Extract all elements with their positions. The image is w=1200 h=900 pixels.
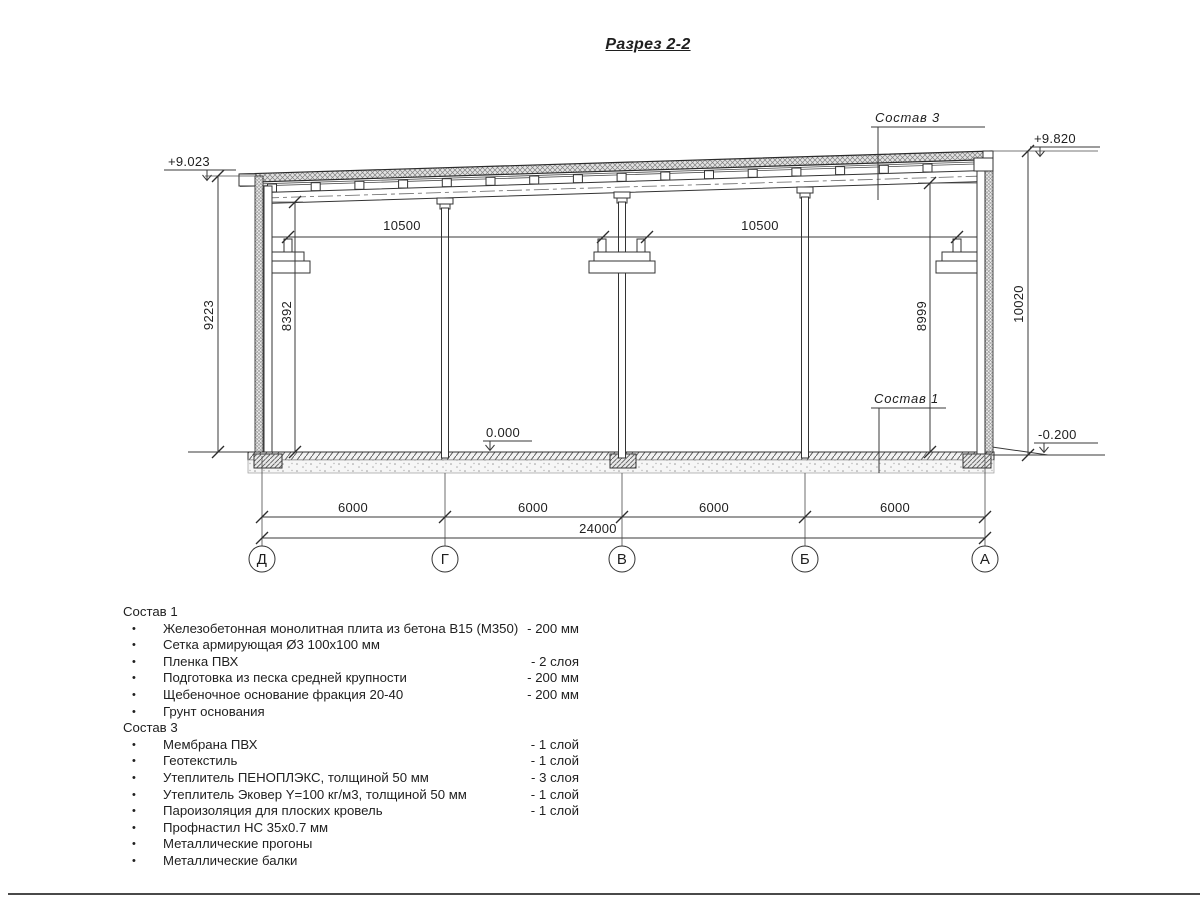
bullet-icon: • (132, 655, 136, 668)
list-item: • Утеплитель Эковер Y=100 кг/м3, толщиной 50 мм - 1 слой (123, 787, 579, 804)
list-item: • Подготовка из песка средней крупности - 200 мм (123, 670, 579, 687)
list-item: • Пароизоляция для плоских кровель - 1 слой (123, 803, 579, 820)
list-item: • Щебеночное основание фракция 20-40 - 200 мм (123, 687, 579, 704)
svg-text:Состав 1: Состав 1 (874, 391, 940, 406)
axis-bubbles (249, 546, 998, 572)
list-item: • Сетка армирующая Ø3 100х100 мм (123, 637, 579, 654)
svg-text:Состав 3: Состав 3 (875, 110, 941, 125)
list-item: • Пленка ПВХ - 2 слоя (123, 654, 579, 671)
elevation-mark-floor (483, 425, 532, 451)
list-item: • Металлические прогоны (123, 836, 579, 853)
list-item: • Утеплитель ПЕНОПЛЭКС, толщиной 50 мм - 3 слоя (123, 770, 579, 787)
sostav3-heading: Состав 3 (123, 720, 178, 736)
bullet-icon: • (132, 738, 136, 751)
bullet-icon: • (132, 755, 136, 768)
bullet-icon: • (132, 788, 136, 801)
list-item: • Грунт основания (123, 704, 579, 721)
elevation-mark-top-left (164, 154, 236, 181)
svg-text:9223: 9223 (201, 299, 216, 331)
bullet-icon: • (132, 805, 136, 818)
composition-lists (123, 604, 579, 870)
elevation-mark-top-right (1030, 131, 1100, 157)
axis-label: Б (799, 551, 811, 568)
bullet-icon: • (132, 688, 136, 701)
right-wall (974, 151, 993, 454)
axis-label: Г (440, 551, 450, 568)
bullet-icon: • (132, 672, 136, 685)
svg-text:10500: 10500 (741, 218, 779, 233)
elevation-mark-grade (1034, 427, 1098, 453)
bullet-icon: • (132, 854, 136, 867)
axis-label: В (616, 551, 628, 568)
list-item: • Мембрана ПВХ - 1 слой (123, 737, 579, 754)
sheet-border (8, 893, 1200, 895)
svg-text:6000: 6000 (337, 500, 369, 515)
bullet-icon: • (132, 821, 136, 834)
bullet-icon: • (132, 771, 136, 784)
bullet-icon: • (132, 705, 136, 718)
svg-text:+9.023: +9.023 (168, 154, 210, 169)
axis-label: Д (256, 551, 268, 568)
bullet-icon: • (132, 838, 136, 851)
svg-text:0.000: 0.000 (486, 425, 521, 440)
list-item: • Металлические балки (123, 853, 579, 870)
svg-text:8999: 8999 (914, 300, 929, 332)
svg-text:6000: 6000 (879, 500, 911, 515)
bullet-icon: • (132, 622, 136, 635)
svg-text:24000: 24000 (579, 521, 617, 536)
axis-label: А (979, 551, 991, 568)
list-item: • Железобетонная монолитная плита из бетона В15 (М350) - 200 мм (123, 621, 579, 638)
svg-text:6000: 6000 (698, 500, 730, 515)
drawing-title: Разрез 2-2 (605, 36, 691, 53)
svg-text:-0.200: -0.200 (1038, 427, 1077, 442)
sostav1-heading: Состав 1 (123, 604, 178, 619)
list-item: • Профнастил НС 35х0.7 мм (123, 820, 579, 837)
list-item: • Геотекстиль - 1 слой (123, 753, 579, 770)
svg-text:+9.820: +9.820 (1034, 131, 1076, 146)
left-wall (255, 176, 272, 452)
svg-text:10020: 10020 (1011, 285, 1026, 323)
bullet-icon: • (132, 639, 136, 652)
dimension-lines (205, 145, 1098, 546)
svg-text:10500: 10500 (383, 218, 421, 233)
svg-text:8392: 8392 (279, 300, 294, 332)
svg-text:6000: 6000 (517, 500, 549, 515)
